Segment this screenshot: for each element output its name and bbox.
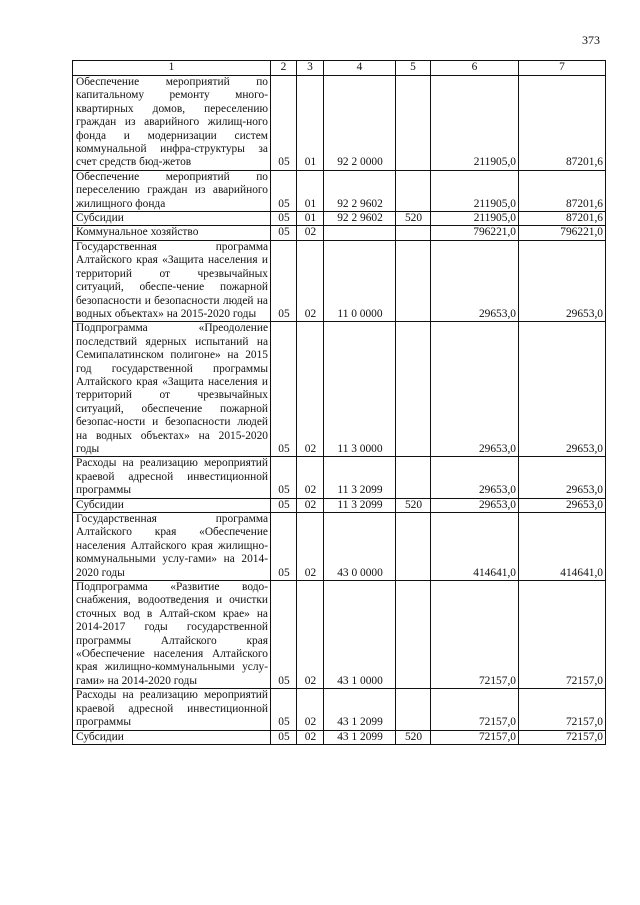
row-section: 05	[271, 689, 297, 730]
row-name: Коммунальное хозяйство	[73, 226, 271, 240]
table-row	[73, 170, 606, 211]
row-expense-type	[396, 581, 431, 689]
row-amount-1: 72157,0	[431, 730, 519, 744]
row-target-code: 11 3 2099	[324, 457, 396, 498]
row-amount-2: 87201,6	[519, 76, 606, 171]
table-row	[73, 581, 606, 689]
table-row	[73, 226, 606, 240]
row-name: Государственная программа Алтайского края «Защита населения и территорий от чрезвычайных ситуаций, обеспе-чение пожарной безопасности и безопасности людей на водных объектах» на 2015-2020 годы	[73, 240, 271, 321]
row-expense-type	[396, 240, 431, 321]
row-expense-type	[396, 170, 431, 211]
row-subsection: 02	[297, 581, 324, 689]
header-cell: 3	[297, 61, 324, 76]
table-row	[73, 212, 606, 226]
row-target-code: 92 2 0000	[324, 76, 396, 171]
row-name: Подпрограмма «Развитие водо-снабжения, водоотведения и очистки сточных вод в Алтай-ском крае» на 2014-2017 годы государственной программы Алтайского края «Обеспечение населения Алтайского края жилищно-коммунальными услу-гами» на 2014-2020 годы	[73, 581, 271, 689]
row-subsection: 02	[297, 498, 324, 512]
row-expense-type	[396, 457, 431, 498]
row-target-code: 43 1 2099	[324, 689, 396, 730]
row-name: Государственная программа Алтайского края «Обеспечение населения Алтайского края жилищно-коммунальными услу-гами» на 2014-2020 годы	[73, 513, 271, 581]
row-name: Обеспечение мероприятий по капитальному ремонту много-квартирных домов, переселению граждан из аварийного жилищ-ного фонда и модернизации систем коммунальной инфра-структуры за счет средств бюд-жетов	[73, 76, 271, 171]
row-name: Расходы на реализацию мероприятий краевой адресной инвестиционной программы	[73, 457, 271, 498]
row-amount-2: 72157,0	[519, 581, 606, 689]
row-section: 05	[271, 322, 297, 457]
row-target-code: 11 0 0000	[324, 240, 396, 321]
row-amount-1: 72157,0	[431, 689, 519, 730]
row-expense-type: 520	[396, 730, 431, 744]
header-cell: 2	[271, 61, 297, 76]
row-amount-2: 87201,6	[519, 212, 606, 226]
row-section: 05	[271, 498, 297, 512]
row-target-code: 92 2 9602	[324, 170, 396, 211]
header-cell: 1	[73, 61, 271, 76]
row-subsection: 02	[297, 240, 324, 321]
table-row	[73, 240, 606, 321]
row-section: 05	[271, 170, 297, 211]
row-amount-1: 796221,0	[431, 226, 519, 240]
row-amount-2: 29653,0	[519, 240, 606, 321]
table-row	[73, 76, 606, 171]
row-subsection: 02	[297, 689, 324, 730]
row-amount-1: 29653,0	[431, 498, 519, 512]
row-subsection: 01	[297, 170, 324, 211]
row-section: 05	[271, 76, 297, 171]
row-subsection: 02	[297, 457, 324, 498]
row-target-code: 43 1 2099	[324, 730, 396, 744]
page-number: 373	[582, 33, 600, 47]
row-expense-type	[396, 322, 431, 457]
header-cell: 5	[396, 61, 431, 76]
row-amount-2: 796221,0	[519, 226, 606, 240]
table-row	[73, 322, 606, 457]
row-amount-2: 72157,0	[519, 730, 606, 744]
row-amount-1: 29653,0	[431, 240, 519, 321]
row-target-code: 92 2 9602	[324, 212, 396, 226]
row-amount-1: 414641,0	[431, 513, 519, 581]
header-cell: 6	[431, 61, 519, 76]
row-section: 05	[271, 240, 297, 321]
row-target-code: 43 1 0000	[324, 581, 396, 689]
budget-table	[72, 60, 606, 745]
row-amount-1: 72157,0	[431, 581, 519, 689]
row-expense-type: 520	[396, 212, 431, 226]
row-subsection: 02	[297, 730, 324, 744]
row-target-code: 43 0 0000	[324, 513, 396, 581]
row-expense-type	[396, 226, 431, 240]
row-name: Субсидии	[73, 730, 271, 744]
row-subsection: 02	[297, 226, 324, 240]
header-row	[73, 61, 606, 76]
row-subsection: 01	[297, 212, 324, 226]
row-section: 05	[271, 513, 297, 581]
row-name: Подпрограмма «Преодоление последствий ядерных испытаний на Семипалатинском полигоне» на 2015 год государственной программы Алтайского края «Защита населения и территорий от чрезвычайных ситуаций, обеспечение пожарной безопас-ности и безопасности людей на водных объектах» на 2015-2020 годы	[73, 322, 271, 457]
table-row	[73, 730, 606, 744]
row-target-code	[324, 226, 396, 240]
row-section: 05	[271, 226, 297, 240]
row-expense-type	[396, 689, 431, 730]
row-amount-1: 211905,0	[431, 212, 519, 226]
table-row	[73, 513, 606, 581]
row-name: Субсидии	[73, 212, 271, 226]
row-amount-1: 29653,0	[431, 322, 519, 457]
row-expense-type	[396, 76, 431, 171]
row-section: 05	[271, 730, 297, 744]
header-cell: 7	[519, 61, 606, 76]
row-target-code: 11 3 0000	[324, 322, 396, 457]
table-row	[73, 498, 606, 512]
row-amount-1: 211905,0	[431, 170, 519, 211]
row-amount-2: 29653,0	[519, 322, 606, 457]
row-name: Субсидии	[73, 498, 271, 512]
header-cell: 4	[324, 61, 396, 76]
row-subsection: 02	[297, 513, 324, 581]
row-section: 05	[271, 457, 297, 498]
row-subsection: 01	[297, 76, 324, 171]
row-amount-2: 29653,0	[519, 498, 606, 512]
row-section: 05	[271, 581, 297, 689]
row-expense-type: 520	[396, 498, 431, 512]
row-amount-1: 29653,0	[431, 457, 519, 498]
row-name: Расходы на реализацию мероприятий краевой адресной инвестиционной программы	[73, 689, 271, 730]
table-row	[73, 689, 606, 730]
row-amount-2: 414641,0	[519, 513, 606, 581]
row-amount-2: 29653,0	[519, 457, 606, 498]
row-subsection: 02	[297, 322, 324, 457]
row-section: 05	[271, 212, 297, 226]
row-target-code: 11 3 2099	[324, 498, 396, 512]
row-name: Обеспечение мероприятий по переселению граждан из аварийного жилищного фонда	[73, 170, 271, 211]
row-amount-1: 211905,0	[431, 76, 519, 171]
table-row	[73, 457, 606, 498]
row-amount-2: 72157,0	[519, 689, 606, 730]
row-amount-2: 87201,6	[519, 170, 606, 211]
row-expense-type	[396, 513, 431, 581]
